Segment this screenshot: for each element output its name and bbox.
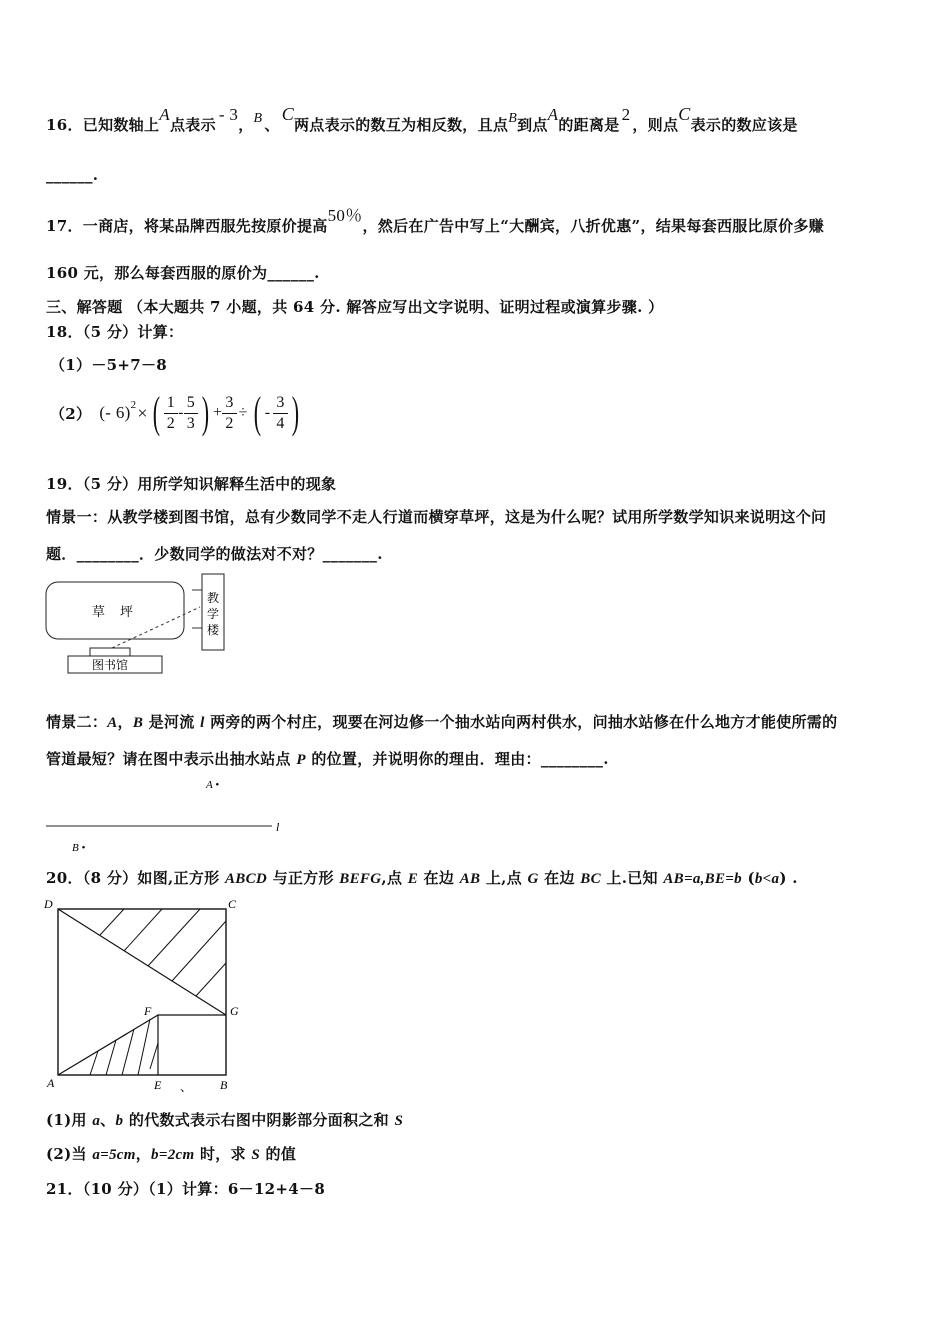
label-B: B <box>220 1078 228 1092</box>
q16-line2: ______. <box>46 166 99 184</box>
label-C: C <box>228 897 237 911</box>
q17-line1: 17．一商店，将某品牌西服先按原价提高50％，然后在广告中写上“大酬宾，八折优惠”，结果每套西服比原价多赚 <box>46 206 825 235</box>
q16-line1: 16．已知数轴上A点表示- 3，B 、C两点表示的数互为相反数，且点B到点A的距离是2，则点C表示的数应该是 <box>46 104 798 134</box>
lawn-label-2: 坪 <box>120 604 134 619</box>
fraction-3-2: $\frac{3}{2}$ <box>222 393 236 434</box>
value-neg3: - 3 <box>218 105 239 124</box>
library-label: 图书馆 <box>92 658 129 672</box>
q18-part2: （2） (- 6) 2 × ( $\frac{1}{2}$ - $\frac{5}{3}$ ) + $\frac{3}{2}$ ÷ ( - $\frac{3}{4}$ ) <box>50 388 299 437</box>
q18-part1: （1）－5+7－8 <box>50 356 168 374</box>
label-D: D <box>44 897 53 911</box>
squares-diagram <box>40 895 250 1095</box>
q20-part1: (1)用 a、b 的代数式表示右图中阴影部分面积之和 S <box>46 1111 404 1129</box>
q21-line: 21．（10 分）（1）计算：6－12+4－8 <box>46 1180 326 1198</box>
fraction-5-3: $\frac{5}{3}$ <box>184 393 198 434</box>
q20-part2: (2)当 a=5cm，b=2cm 时，求 S 的值 <box>46 1145 297 1163</box>
q19-scene1-line2: 题．________．少数同学的做法对不对？_______. <box>46 545 383 563</box>
lawn-shape <box>46 582 184 639</box>
hatch-lower <box>90 1019 158 1075</box>
river-label: l <box>276 820 280 834</box>
square-BEFG <box>158 1015 226 1075</box>
var-C: C <box>281 104 294 124</box>
river-diagram <box>40 775 300 860</box>
building-label-1: 教 <box>207 591 220 605</box>
fraction-3-4: $\frac{3}{4}$ <box>273 393 287 434</box>
label-F: F <box>144 1004 152 1018</box>
q20-line1: 20．（8 分）如图,正方形 ABCD 与正方形 BEFG,点 E 在边 AB 上,点 G 在边 BC 上.已知 AB=a,BE=b (b<a) . <box>46 869 798 887</box>
right-paren: ) <box>201 388 210 437</box>
var-B: B <box>253 111 263 126</box>
library-entrance <box>90 648 130 656</box>
q17-line2: 160 元，那么每套西服的原价为______. <box>46 264 320 282</box>
label-E: E <box>154 1078 162 1092</box>
building-label-2: 学 <box>207 607 220 621</box>
q18-title: 18．（5 分）计算： <box>46 323 184 341</box>
square-ABCD <box>58 909 226 1075</box>
walkway <box>192 590 202 628</box>
section-heading: 三、解答题 （本大题共 7 小题，共 64 分. 解答应写出文字说明、证明过程或演算步骤. ） <box>46 298 664 316</box>
var-A: A <box>159 105 170 124</box>
village-B: B • <box>72 842 86 854</box>
label-G: G <box>230 1004 239 1018</box>
hatch-upper <box>100 909 226 996</box>
percent-50: 50％ <box>327 206 363 225</box>
q19-title: 19．（5 分）用所学知识解释生活中的现象 <box>46 475 337 493</box>
label-A: A <box>47 1076 55 1090</box>
q19-scene2-line1: 情景二：A，B 是河流 l 两旁的两个村庄，现要在河边修一个抽水站向两村供水，问抽水站修在什么地方才能使所需的 <box>46 713 838 731</box>
line-DG <box>58 909 226 1015</box>
line-AF <box>58 1015 158 1075</box>
building-label-3: 楼 <box>207 623 220 637</box>
left-paren: ( <box>152 388 161 437</box>
village-A: A • <box>206 779 220 791</box>
q19-scene2-line2: 管道最短？请在图中表示出抽水站点 P 的位置，并说明你的理由．理由：________. <box>46 750 609 768</box>
lawn-diagram <box>40 570 240 680</box>
lawn-label-1: 草 <box>92 604 106 619</box>
fraction-1-2: $\frac{1}{2}$ <box>164 393 178 434</box>
q19-scene1-line1: 情景一：从教学楼到图书馆，总有少数同学不走人行道而横穿草坪，这是为什么呢？试用所学数学知识来说明这个问 <box>46 508 827 526</box>
label-dun: 、 <box>180 1080 193 1094</box>
